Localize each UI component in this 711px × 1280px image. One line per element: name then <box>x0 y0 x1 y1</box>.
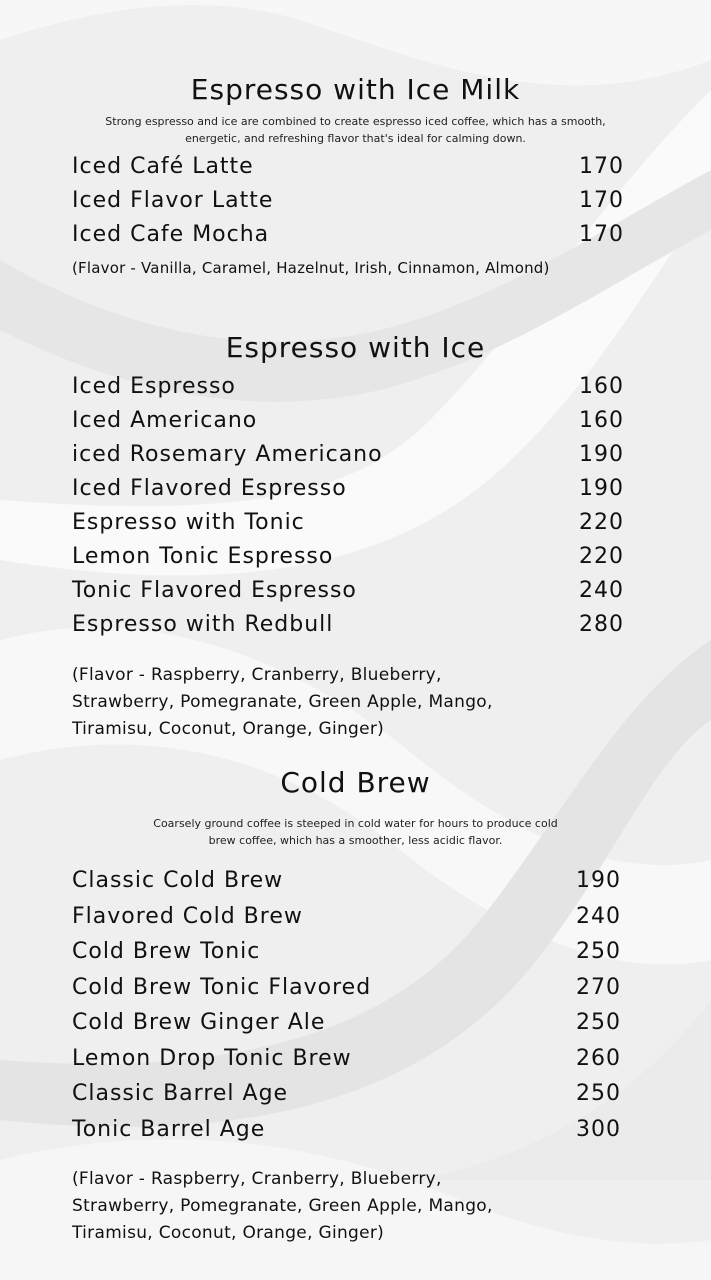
item-price: 260 <box>576 1045 621 1071</box>
item-price: 240 <box>576 903 621 929</box>
item-price: 220 <box>579 510 624 535</box>
item-name: Espresso with Redbull <box>72 612 334 637</box>
note-line: Tiramisu, Coconut, Orange, Ginger) <box>72 719 385 739</box>
description-line: Coarsely ground coffee is steeped in cold water for hours to produce cold <box>153 817 558 830</box>
item-name: Iced Café Latte <box>72 154 254 179</box>
menu-item <box>72 404 624 438</box>
item-price: 170 <box>579 188 624 213</box>
note-line: Strawberry, Pomegranate, Green Apple, Mango, <box>72 692 493 712</box>
flavor-note <box>72 662 672 743</box>
flavor-note <box>72 258 672 278</box>
description-line: energetic, and refreshing flavor that's ideal for calming down. <box>185 132 526 145</box>
item-price: 190 <box>576 868 621 893</box>
item-name: Cold Brew Ginger Ale <box>72 1010 326 1035</box>
section-description <box>60 113 651 147</box>
menu-item <box>72 1112 624 1148</box>
item-name: Iced Espresso <box>72 374 236 399</box>
section-description <box>60 815 651 849</box>
description-line: brew coffee, which has a smoother, less acidic flavor. <box>208 834 503 847</box>
menu-item <box>72 184 624 218</box>
menu-item <box>72 574 624 608</box>
section-title-cold-brew: Cold Brew <box>280 766 431 799</box>
item-price: 160 <box>579 374 624 399</box>
section-title-espresso-with-ice: Espresso with Ice <box>225 331 486 364</box>
item-name: Cold Brew Tonic <box>72 939 261 964</box>
menu-item <box>72 1076 624 1112</box>
note-line: (Flavor - Raspberry, Cranberry, Blueberry, <box>72 665 442 685</box>
item-name: Tonic Flavored Espresso <box>72 578 357 603</box>
item-name: Tonic Barrel Age <box>72 1116 266 1142</box>
item-list <box>72 370 624 642</box>
menu-item <box>72 472 624 506</box>
item-name: Flavored Cold Brew <box>72 903 303 929</box>
item-price: 170 <box>579 154 624 179</box>
item-name: Cold Brew Tonic Flavored <box>72 974 372 1000</box>
item-list <box>72 150 624 252</box>
item-name: Classic Barrel Age <box>72 1081 289 1106</box>
menu-item <box>72 1041 624 1077</box>
menu-item <box>72 218 624 252</box>
item-price: 170 <box>579 222 624 247</box>
item-name: Lemon Tonic Espresso <box>72 544 334 569</box>
flavor-note <box>72 1166 672 1247</box>
section-title-espresso-with-ice-milk: Espresso with Ice Milk <box>190 73 521 106</box>
menu-item <box>72 934 624 970</box>
menu-item <box>72 438 624 472</box>
note-line: (Flavor - Vanilla, Caramel, Hazelnut, Irish, Cinnamon, Almond) <box>72 259 550 277</box>
item-price: 280 <box>579 612 624 637</box>
item-price: 240 <box>579 578 624 603</box>
item-name: Espresso with Tonic <box>72 510 305 535</box>
menu-item <box>72 608 624 642</box>
menu-item <box>72 150 624 184</box>
item-list <box>72 863 624 1147</box>
menu-item <box>72 1005 624 1041</box>
menu-item <box>72 506 624 540</box>
item-name: Classic Cold Brew <box>72 868 284 893</box>
item-price: 250 <box>576 939 621 964</box>
item-price: 250 <box>576 1081 621 1106</box>
menu-item <box>72 370 624 404</box>
menu-item <box>72 970 624 1006</box>
item-price: 190 <box>579 442 624 467</box>
item-name: Iced Flavored Espresso <box>72 476 347 501</box>
menu-item <box>72 899 624 935</box>
note-line: Strawberry, Pomegranate, Green Apple, Mango, <box>72 1196 493 1216</box>
item-price: 190 <box>579 476 624 501</box>
menu-item <box>72 540 624 574</box>
description-line: Strong espresso and ice are combined to create espresso iced coffee, which has a smooth, <box>105 115 606 128</box>
item-name: Iced Cafe Mocha <box>72 222 270 247</box>
item-price: 250 <box>576 1010 621 1035</box>
item-price: 270 <box>576 974 621 1000</box>
menu-item <box>72 863 624 899</box>
item-price: 300 <box>576 1116 621 1142</box>
item-name: iced Rosemary Americano <box>72 442 383 467</box>
item-name: Iced Flavor Latte <box>72 188 274 213</box>
note-line: (Flavor - Raspberry, Cranberry, Blueberry, <box>72 1169 442 1189</box>
item-name: Iced Americano <box>72 408 258 433</box>
note-line: Tiramisu, Coconut, Orange, Ginger) <box>72 1223 385 1243</box>
item-price: 220 <box>579 544 624 569</box>
item-name: Lemon Drop Tonic Brew <box>72 1045 352 1071</box>
item-price: 160 <box>579 408 624 433</box>
